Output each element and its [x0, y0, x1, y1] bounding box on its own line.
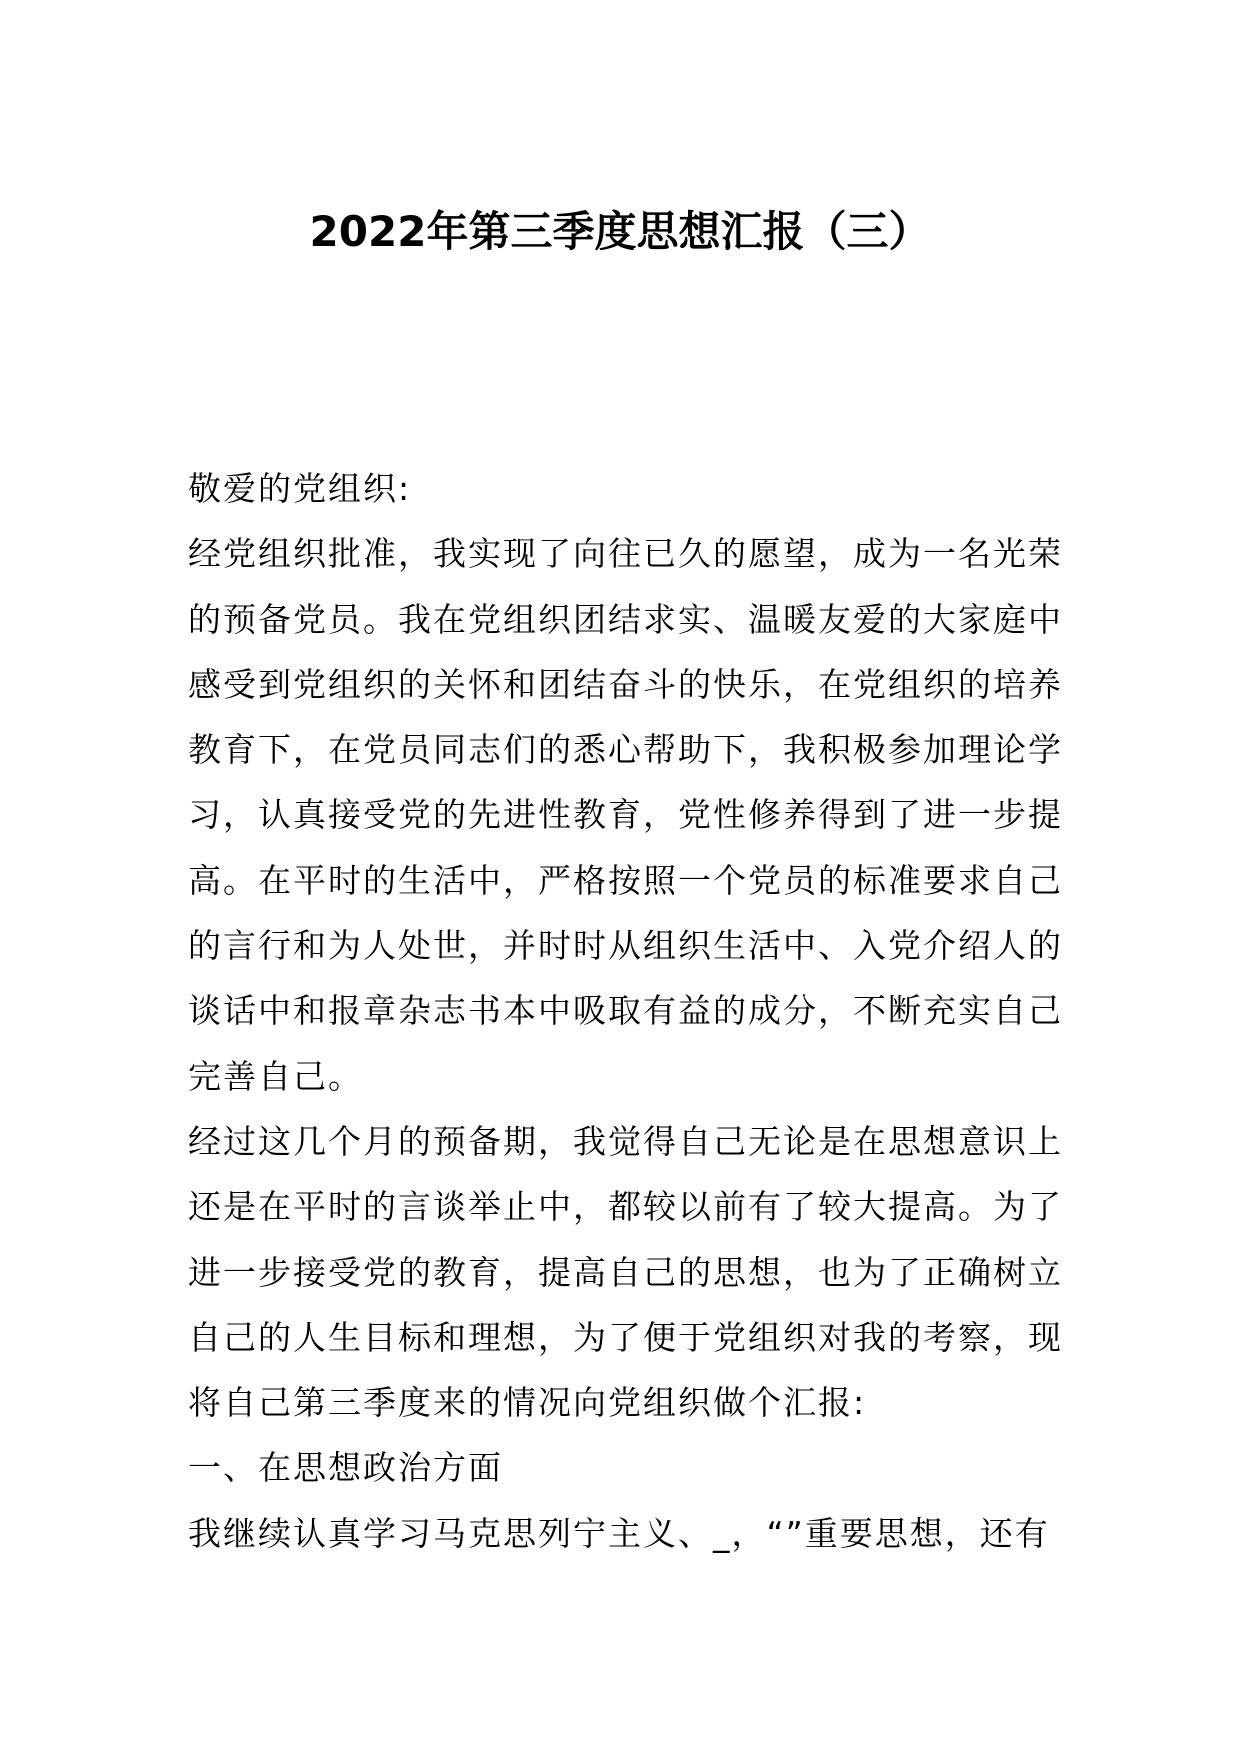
body-line: 谈话中和报章杂志书本中吸取有益的成分，不断充实自己 [188, 991, 1063, 1031]
body-line: 教育下，在党员同志们的悉心帮助下，我积极参加理论学 [188, 730, 1063, 770]
body-line: 高。在平时的生活中，严格按照一个党员的标准要求自己 [188, 860, 1063, 900]
body-line: 的预备党员。我在党组织团结求实、温暖友爱的大家庭中 [188, 599, 1063, 639]
body-line: 经过这几个月的预备期，我觉得自己无论是在思想意识上 [188, 1121, 1063, 1161]
body-line: 的言行和为人处世，并时时从组织生活中、入党介绍人的 [188, 926, 1063, 966]
body-line: 习，认真接受党的先进性教育，党性修养得到了进一步提 [188, 795, 1063, 835]
section-heading: 一、在思想政治方面 [188, 1448, 503, 1488]
salutation: 敬爱的党组织: [188, 469, 412, 508]
body-line: 将自己第三季度来的情况向党组织做个汇报: [188, 1383, 867, 1423]
document-body [188, 456, 1068, 1566]
body-line: 我继续认真学习马克思列宁主义、_，“”重要思想，还有 [188, 1513, 1050, 1553]
body-line: 经党组织批准，我实现了向往已久的愿望，成为一名光荣 [188, 534, 1063, 574]
body-line: 进一步接受党的教育，提高自己的思想，也为了正确树立 [188, 1252, 1063, 1292]
body-line: 感受到党组织的关怀和团结奋斗的快乐，在党组织的培养 [188, 664, 1063, 704]
body-line: 自己的人生目标和理想，为了便于党组织对我的考察，现 [188, 1317, 1063, 1357]
body-line: 完善自己。 [188, 1056, 363, 1096]
body-line: 还是在平时的言谈举止中，都较以前有了较大提高。为了 [188, 1187, 1063, 1227]
document-title: 2022年第三季度思想汇报（三） [309, 207, 931, 256]
